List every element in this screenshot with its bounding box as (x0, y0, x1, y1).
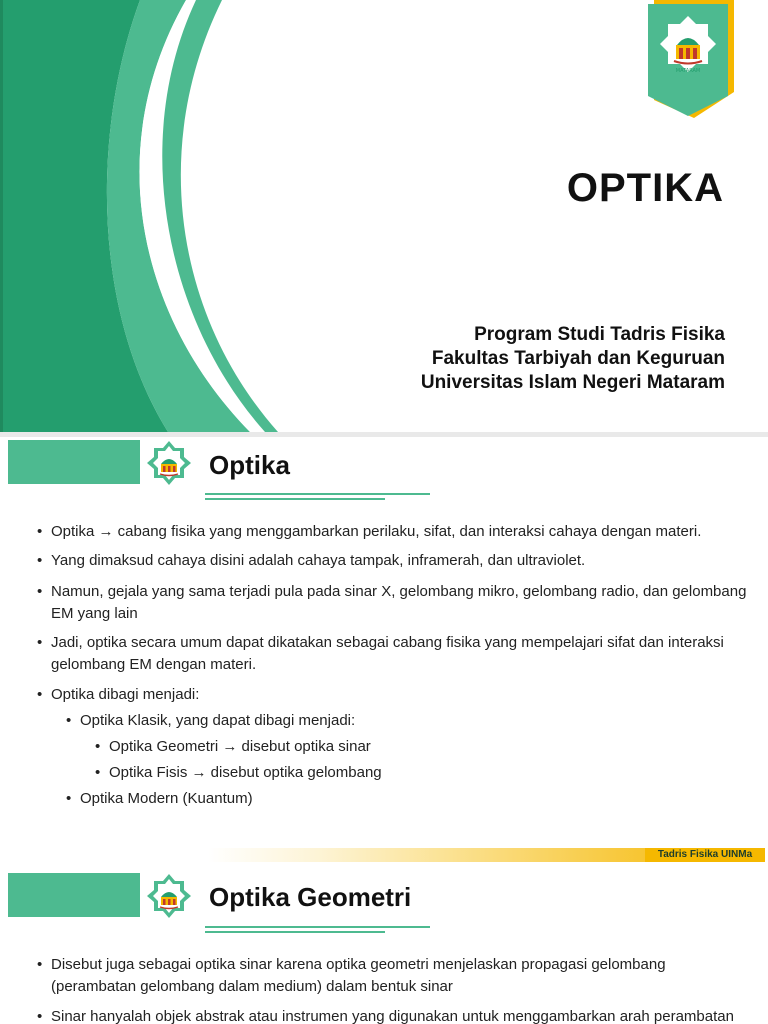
content-slide-optika-geometri (0, 869, 768, 1024)
sub-sub-bullet-item: • Optika Fisis → disebut optika gelombang (95, 764, 382, 781)
title-accent-bar (8, 440, 140, 484)
slide-title: Optika (209, 450, 290, 480)
title-underline (205, 493, 430, 495)
institution-block (421, 323, 725, 395)
faculty: Fakultas Tarbiyah dan Keguruan (431, 348, 725, 369)
title-underline-2 (205, 498, 385, 500)
study-program: Program Studi Tadris Fisika (474, 324, 725, 345)
bullet-item: • Disebut juga sebagai optika sinar karena optika geometri menjelaskan propagasi gelombang (perambatan gelombang dalam medium) dalam bentuk sinar (37, 956, 666, 995)
bullet-item: • Namun, gejala yang sama terjadi pula pada sinar X, gelombang mikro, gelombang radio, dan gelombang EM yang lain (37, 583, 747, 622)
sub-bullet-item: • Optika Modern (Kuantum) (66, 790, 253, 807)
presentation-title: OPTIKA (566, 166, 724, 210)
title-slide (0, 0, 768, 432)
footer-label: Tadris Fisika UINMa (645, 848, 765, 862)
university: Universitas Islam Negeri Mataram (420, 372, 725, 393)
bullet-item: • Optika dibagi menjadi: (37, 686, 200, 703)
sub-sub-bullet-item: • Optika Geometri → disebut optika sinar (95, 738, 371, 755)
title-underline (205, 926, 430, 928)
bullet-item: • Jadi, optika secara umum dapat dikatakan sebagai cabang fisika yang mempelajari sifat dan interaksi gelombang EM dengan materi. (37, 634, 724, 673)
title-underline-2 (205, 931, 385, 933)
uin-mataram-logo (648, 0, 734, 118)
uin-mataram-mini-logo (146, 873, 192, 919)
bullet-item: • Optika → cabang fisika yang menggambarkan perilaku, sifat, dan interaksi cahaya dengan materi. (37, 523, 702, 540)
title-accent-bar (8, 873, 140, 917)
bullet-item: • Yang dimaksud cahaya disini adalah cahaya tampak, inframerah, dan ultraviolet. (37, 552, 586, 569)
logo-text: MATARAM (675, 68, 701, 74)
footer-gradient-bar (208, 848, 645, 862)
bullet-item: • Sinar hanyalah objek abstrak atau instrumen yang digunakan untuk menggambarkan arah perambatan (37, 1008, 734, 1024)
content-slide-optika (0, 437, 768, 869)
uin-mataram-mini-logo (146, 440, 192, 486)
sub-bullet-item: • Optika Klasik, yang dapat dibagi menjadi: (66, 712, 356, 729)
slide-title: Optika Geometri (209, 882, 412, 912)
